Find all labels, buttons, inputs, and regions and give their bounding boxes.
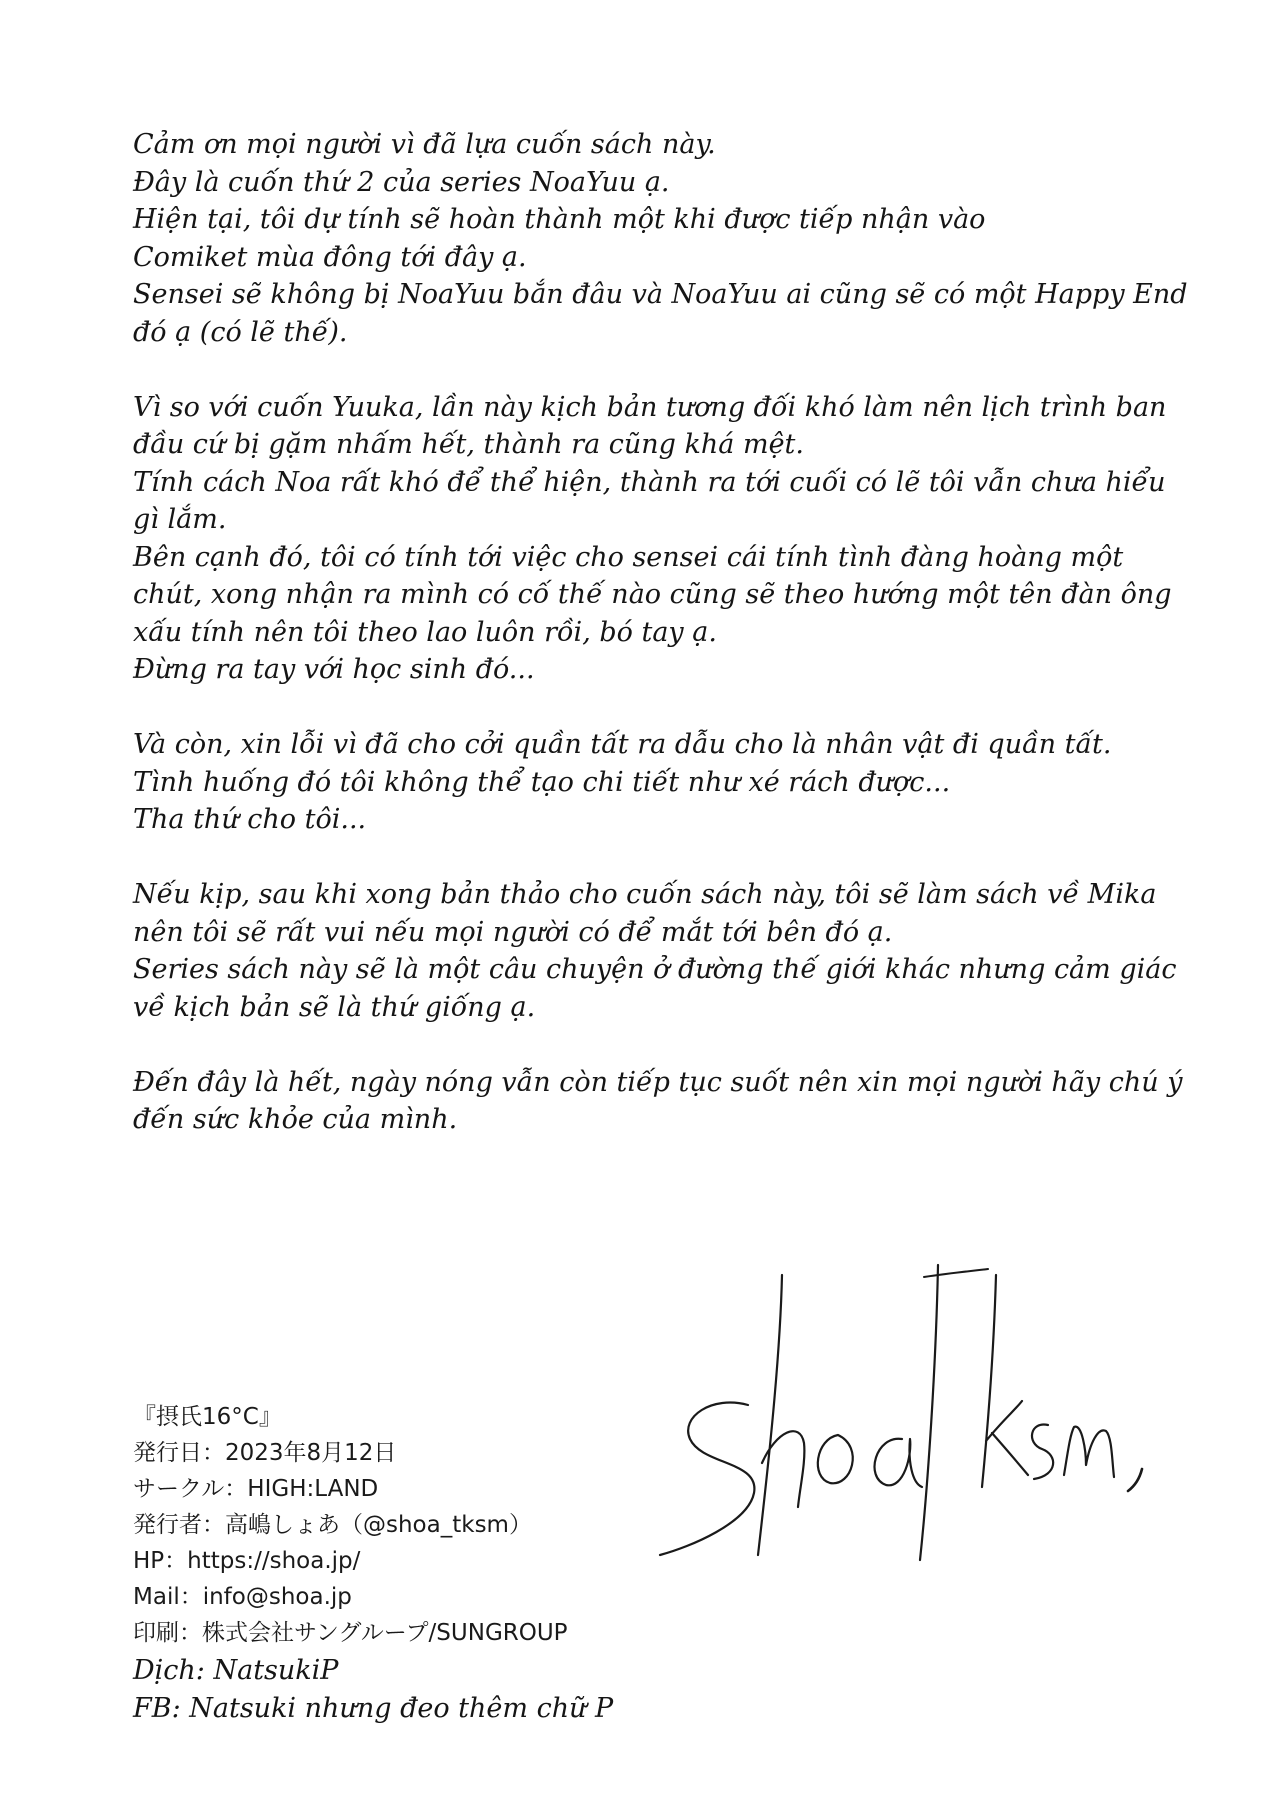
signature-stroke-s	[660, 1403, 754, 1555]
text-line: Tính cách Noa rất khó để thể hiện, thành ra tới cuối có lẽ tôi vẫn chưa hiểu	[133, 466, 1166, 498]
signature-stroke-h-tall	[758, 1275, 782, 1555]
text-line: Và còn, xin lỗi vì đã cho cởi quần tất ra dẫu cho là nhân vật đi quần tất.	[133, 729, 1112, 760]
text-line: Tình huống đó tôi không thể tạo chi tiết như xé rách được...	[133, 766, 951, 798]
text-line: đó ạ (có lẽ thế).	[133, 316, 348, 348]
colophon	[133, 1399, 568, 1651]
facebook-credit: FB: Natsuki nhưng đeo thêm chữ P	[133, 1693, 614, 1724]
text-line: Nếu kịp, sau khi xong bản thảo cho cuốn sách này, tôi sẽ làm sách về Mika	[133, 879, 1157, 910]
text-line: Sensei sẽ không bị NoaYuu bắn đâu và NoaYuu ai cũng sẽ có một Happy End	[133, 279, 1188, 310]
signature-stroke-a	[875, 1439, 922, 1487]
translator-credits	[133, 1652, 613, 1728]
text-line: Cảm ơn mọi người vì đã lựa cuốn sách này.	[133, 129, 716, 160]
text-line: Series sách này sẽ là một câu chuyện ở đường thế giới khác nhưng cảm giác	[133, 954, 1177, 985]
afterword-text	[133, 126, 1223, 1176]
afterword-paragraph-5	[133, 1064, 1223, 1139]
afterword-paragraph-2	[133, 389, 1223, 689]
signature-stroke-t	[920, 1265, 938, 1560]
text-line: Đây là cuốn thứ 2 của series NoaYuu ạ.	[133, 166, 670, 198]
text-line: chút, xong nhận ra mình có cố thế nào cũng sẽ theo hướng một tên đàn ông	[133, 579, 1172, 610]
text-line: Tha thứ cho tôi...	[133, 804, 367, 835]
translator-credit: Dịch: NatsukiP	[133, 1655, 339, 1686]
signature-stroke-dot	[1128, 1469, 1142, 1491]
colophon-printer: 印刷：株式会社サングループ/SUNGROUP	[133, 1620, 568, 1646]
colophon-mail: Mail：info@shoa.jp	[133, 1584, 352, 1610]
signature-stroke-k	[982, 1275, 1028, 1487]
signature-stroke-m	[1064, 1427, 1114, 1477]
afterword-paragraph-4	[133, 876, 1223, 1026]
text-line: nên tôi sẽ rất vui nếu mọi người có để mắt tới bên đó ạ.	[133, 916, 893, 948]
signature-stroke-s2	[1032, 1425, 1053, 1479]
signature-stroke-t-cross	[924, 1269, 988, 1277]
text-line: Comiket mùa đông tới đây ạ.	[133, 241, 527, 273]
text-line: Hiện tại, tôi dự tính sẽ hoàn thành một khi được tiếp nhận vào	[133, 204, 986, 235]
colophon-homepage: HP：https://shoa.jp/	[133, 1548, 361, 1574]
text-line: đầu cứ bị gặm nhấm hết, thành ra cũng khá mệt.	[133, 429, 804, 460]
colophon-title: 『摂氏16°C』	[133, 1404, 282, 1430]
colophon-publisher: 発行者：高嶋しょあ（@shoa_tksm）	[133, 1512, 532, 1538]
colophon-issue-date: 発行日：2023年8月12日	[133, 1440, 397, 1466]
signature-stroke-o	[818, 1435, 853, 1483]
afterword-paragraph-3	[133, 726, 1223, 839]
text-line: đến sức khỏe của mình.	[133, 1104, 458, 1135]
text-line: Vì so với cuốn Yuuka, lần này kịch bản tương đối khó làm nên lịch trình ban	[133, 391, 1167, 423]
text-line: Đến đây là hết, ngày nóng vẫn còn tiếp tục suốt nên xin mọi người hãy chú ý	[133, 1066, 1183, 1098]
afterword-paragraph-1	[133, 126, 1223, 351]
text-line: xấu tính nên tôi theo lao luôn rồi, bó tay ạ.	[133, 616, 717, 648]
text-line: Đừng ra tay với học sinh đó...	[133, 654, 535, 685]
text-line: gì lắm.	[133, 504, 227, 535]
signature-image	[650, 1255, 1150, 1585]
text-line: Bên cạnh đó, tôi có tính tới việc cho sensei cái tính tình đàng hoàng một	[133, 541, 1124, 573]
text-line: về kịch bản sẽ là thứ giống ạ.	[133, 991, 536, 1023]
colophon-circle: サークル：HIGH:LAND	[133, 1476, 379, 1502]
